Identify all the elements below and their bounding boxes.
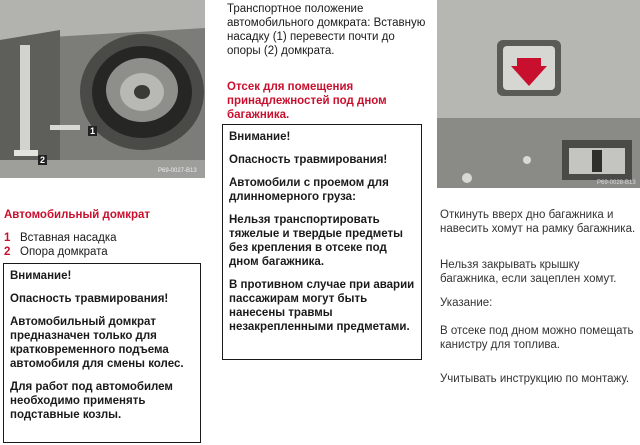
photo-code: P69-0027-B13 — [158, 168, 197, 174]
warning-text: Нельзя транспортировать тяжелые и твердые предметы без крепления в отсеке под дном багажника. — [229, 214, 403, 268]
legend-item — [4, 245, 108, 259]
legend-num: 2 — [4, 246, 11, 258]
warning-heading: Внимание! — [229, 131, 291, 143]
warning-danger: Опасность травмирования! — [229, 154, 388, 166]
right-text: В отсеке под дном можно помещать канистру для топлива. — [440, 325, 634, 351]
legend-text: Вставная насадка — [20, 232, 117, 244]
right-text: Откинуть вверх дно багажника и навесить хомут на рамку багажника. — [440, 209, 636, 235]
section-title: Отсек для помещения принадлежностей под дном багажника. — [227, 81, 387, 121]
right-text: Учитывать инструкцию по монтажу. — [440, 373, 630, 385]
note-heading: Указание: — [440, 297, 493, 309]
callout-1: 1 — [90, 126, 96, 136]
legend-text: Опора домкрата — [20, 246, 108, 258]
jack-photo-illustration — [0, 0, 205, 178]
jack-photo — [0, 0, 205, 178]
callout-2: 2 — [40, 155, 46, 165]
jack-transport-text: Транспортное положение автомобильного домкрата: Вставную насадку (1) перевести почти до опоры (2) домкрата. — [227, 3, 426, 57]
legend-num: 1 — [4, 232, 11, 244]
trunk-floor-photo — [437, 0, 640, 188]
photo-code: P69-0028-B13 — [597, 180, 636, 186]
trunk-floor-illustration — [437, 0, 640, 188]
jack-warning-box — [3, 263, 201, 443]
warning-heading: Внимание! — [10, 270, 72, 282]
warning-text: Для работ под автомобилем необходимо применять подставные козлы. — [10, 381, 173, 421]
compartment-warning-box — [222, 124, 422, 360]
jack-title: Автомобильный домкрат — [4, 209, 151, 221]
warning-text: Автомобили с проемом для длинномерного груза: — [229, 177, 389, 203]
warning-danger: Опасность травмирования! — [10, 293, 169, 305]
warning-text: Автомобильный домкрат предназначен только для кратковременного подъема автомобиля для смены колес. — [10, 316, 184, 370]
warning-text: В противном случае при аварии пассажирам могут быть нанесены травмы незакрепленными предметами. — [229, 279, 415, 333]
legend-item — [4, 231, 117, 245]
right-text: Нельзя закрывать крышку багажника, если зацеплен хомут. — [440, 259, 617, 285]
